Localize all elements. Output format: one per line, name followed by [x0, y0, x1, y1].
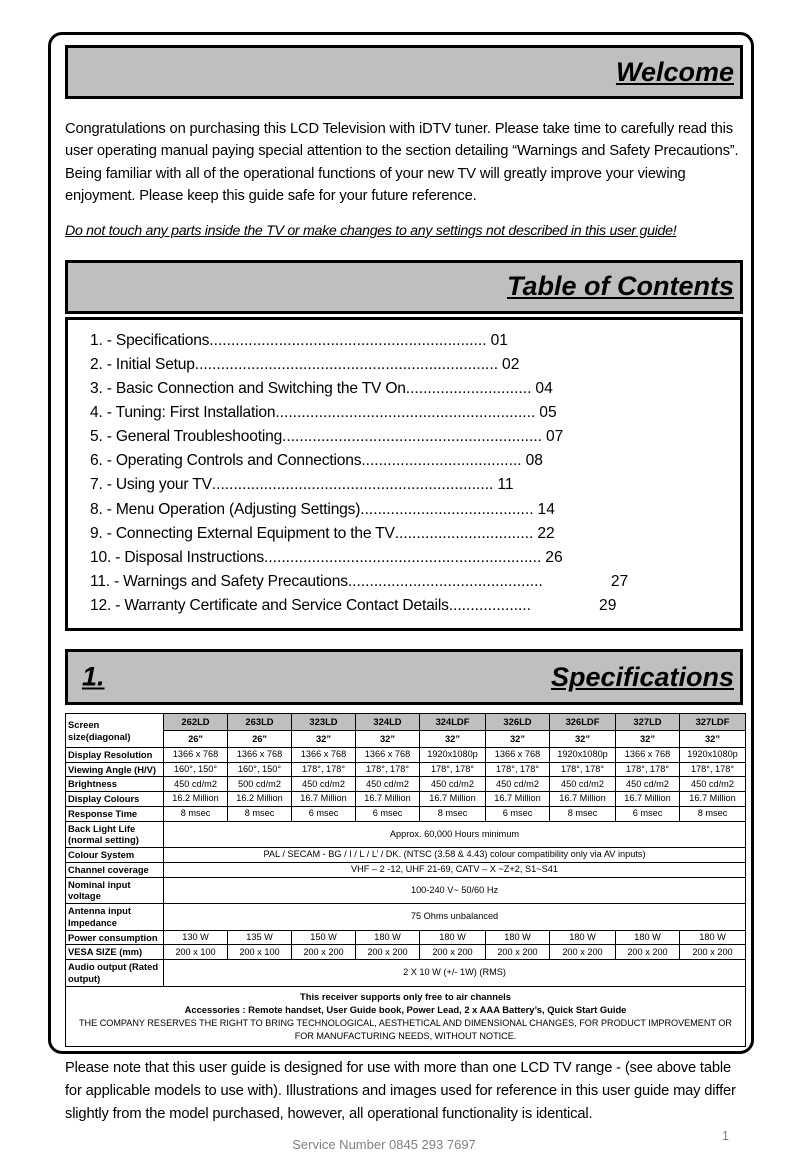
- spec-cell: 178°, 178°: [680, 762, 746, 777]
- model-header: 262LD: [164, 714, 228, 731]
- toc-item[interactable]: [90, 498, 730, 522]
- model-header: 326LDF: [550, 714, 616, 731]
- model-header: 324LDF: [420, 714, 486, 731]
- toc-item[interactable]: [90, 570, 730, 594]
- spec-cell: 16.7 Million: [356, 792, 420, 807]
- toc-item-label: 6. - Operating Controls and Connections: [90, 452, 362, 470]
- toc-heading: Table of Contents: [507, 271, 734, 302]
- spec-cell: 135 W: [228, 930, 292, 945]
- spec-row-label: Screen size(diagonal): [66, 714, 164, 748]
- spec-cell: 450 cd/m2: [550, 777, 616, 792]
- spec-cell: 6 msec: [292, 806, 356, 821]
- spec-cell: 1920x1080p: [680, 747, 746, 762]
- spec-cell: 200 x 200: [420, 945, 486, 960]
- toc-banner: [65, 260, 743, 314]
- toc-item-leader: ................................: [394, 524, 534, 542]
- spec-row-label: Nominal input voltage: [66, 877, 164, 904]
- toc-item-page: 29: [599, 597, 617, 615]
- spec-cell: 450 cd/m2: [486, 777, 550, 792]
- toc-item-leader: ................................................................: [264, 548, 542, 566]
- toc-item-label: 8. - Menu Operation (Adjusting Settings): [90, 500, 361, 518]
- toc-item-page: 14: [537, 500, 555, 518]
- welcome-banner: [65, 45, 743, 99]
- toc-item[interactable]: [90, 449, 730, 473]
- service-number: Service Number 0845 293 7697: [292, 1136, 476, 1152]
- screen-size-value: 32”: [616, 731, 680, 748]
- toc-item[interactable]: [90, 546, 730, 570]
- spec-cell: 8 msec: [164, 806, 228, 821]
- table-row: [66, 945, 746, 960]
- spec-row-label: VESA SIZE (mm): [66, 945, 164, 960]
- spec-row-label: Viewing Angle (H/V): [66, 762, 164, 777]
- spec-row-label: Colour System: [66, 848, 164, 863]
- toc-item-leader: ................................................................: [209, 331, 487, 349]
- spec-cell: 1920x1080p: [420, 747, 486, 762]
- spec-row-label: Display Resolution: [66, 747, 164, 762]
- toc-item-label: 2. - Initial Setup: [90, 355, 195, 373]
- toc-item-page: 07: [546, 428, 564, 446]
- spec-cell-merged: 100-240 V~ 50/60 Hz: [164, 877, 746, 904]
- spec-cell-merged: VHF – 2 -12, UHF 21-69, CATV – X ~Z+2, S1~S41: [164, 862, 746, 877]
- screen-size-value: 32”: [486, 731, 550, 748]
- intro-warning-note: Do not touch any parts inside the TV or make changes to any settings not described in this user guide!: [65, 222, 677, 239]
- spec-cell: 450 cd/m2: [420, 777, 486, 792]
- screen-size-value: 32”: [292, 731, 356, 748]
- spec-cell: 16.7 Million: [616, 792, 680, 807]
- spec-cell: 500 cd/m2: [228, 777, 292, 792]
- spec-cell: 180 W: [550, 930, 616, 945]
- spec-cell: 180 W: [356, 930, 420, 945]
- toc-item-label: 12. - Warranty Certificate and Service Contact Details: [90, 597, 449, 615]
- spec-cell: 450 cd/m2: [292, 777, 356, 792]
- toc-item-leader: .............................: [405, 379, 532, 397]
- spec-cell: 200 x 100: [228, 945, 292, 960]
- spec-cell: 16.7 Million: [550, 792, 616, 807]
- table-row: [66, 792, 746, 807]
- toc-item-leader: ............................................................: [282, 428, 542, 446]
- toc-item[interactable]: [90, 425, 730, 449]
- spec-row-label: Brightness: [66, 777, 164, 792]
- spec-cell: 8 msec: [550, 806, 616, 821]
- model-header: 326LD: [486, 714, 550, 731]
- toc-item[interactable]: [90, 329, 730, 353]
- spec-note-line: This receiver supports only free to air channels: [299, 990, 511, 1002]
- screen-size-value: 32”: [356, 731, 420, 748]
- spec-cell: 16.7 Million: [486, 792, 550, 807]
- spec-cell: 1366 x 768: [164, 747, 228, 762]
- spec-row-label: Channel coverage: [66, 862, 164, 877]
- spec-banner: [65, 649, 743, 705]
- toc-item-leader: ......................................................................: [194, 355, 499, 373]
- toc-item-label: 5. - General Troubleshooting: [90, 428, 283, 446]
- spec-cell: 6 msec: [356, 806, 420, 821]
- spec-cell: 178°, 178°: [356, 762, 420, 777]
- toc-item-page: 04: [535, 379, 553, 397]
- spec-cell: 178°, 178°: [292, 762, 356, 777]
- spec-cell: 200 x 200: [486, 945, 550, 960]
- table-row: [66, 762, 746, 777]
- spec-cell: 200 x 200: [550, 945, 616, 960]
- model-header: 323LD: [292, 714, 356, 731]
- spec-row-label: Power consumption: [66, 930, 164, 945]
- toc-item-label: 9. - Connecting External Equipment to the TV: [90, 524, 395, 542]
- spec-note-line: Accessories : Remote handset, User Guide book, Power Lead, 2 x AAA Battery’s, Quick Start Guide: [184, 1004, 627, 1016]
- table-row: [66, 930, 746, 945]
- table-row: [66, 904, 746, 931]
- spec-row-label: Display Colours: [66, 792, 164, 807]
- spec-cell: 200 x 100: [164, 945, 228, 960]
- model-header: 263LD: [228, 714, 292, 731]
- spec-cell: 8 msec: [420, 806, 486, 821]
- toc-item-page: 22: [537, 524, 555, 542]
- page-frame: [48, 32, 754, 1152]
- spec-cell: 450 cd/m2: [164, 777, 228, 792]
- spec-cell-merged: PAL / SECAM - BG / I / L / L’ / DK. (NTSC (3.58 & 4.43) colour compatibility only via AV inputs): [164, 848, 746, 863]
- spec-cell: 178°, 178°: [420, 762, 486, 777]
- spec-cell: 178°, 178°: [616, 762, 680, 777]
- toc-item-label: 3. - Basic Connection and Switching the TV On: [90, 379, 406, 397]
- spec-section-number: 1.: [82, 661, 105, 692]
- toc-item-label: 10. - Disposal Instructions: [90, 548, 265, 566]
- toc-item-page: 11: [497, 476, 514, 494]
- toc-item-leader: ...................: [448, 597, 532, 615]
- spec-cell: 16.2 Million: [228, 792, 292, 807]
- spec-cell: 16.7 Million: [420, 792, 486, 807]
- spec-row-label: Audio output (Rated output): [66, 960, 164, 987]
- table-row: [66, 714, 746, 731]
- spec-cell-merged: 75 Ohms unbalanced: [164, 904, 746, 931]
- spec-cell: 1920x1080p: [550, 747, 616, 762]
- toc-item[interactable]: [90, 401, 730, 425]
- toc-item-leader: ........................................: [360, 500, 534, 518]
- spec-cell: 180 W: [420, 930, 486, 945]
- table-row: [66, 747, 746, 762]
- spec-cell: 1366 x 768: [228, 747, 292, 762]
- toc-item-page: 01: [490, 331, 508, 349]
- spec-row-label: Antenna input Impedance: [66, 904, 164, 931]
- toc-item[interactable]: [90, 353, 730, 377]
- spec-cell: 1366 x 768: [356, 747, 420, 762]
- toc-item-page: 05: [539, 404, 557, 421]
- spec-cell: 200 x 200: [292, 945, 356, 960]
- spec-cell: 16.7 Million: [292, 792, 356, 807]
- table-row: [66, 777, 746, 792]
- toc-item-page: 27: [610, 573, 629, 591]
- spec-note-line: THE COMPANY RESERVES THE RIGHT TO BRING TECHNOLOGICAL, AESTHETICAL AND DIMENSIONAL CHANGES, FOR PRODUCT IMPROVEMENT OR FOR MANUFACTURING NEEDS, WITHOUT NOTICE.: [78, 1017, 733, 1042]
- spec-cell: 200 x 200: [680, 945, 746, 960]
- toc-item[interactable]: [90, 473, 730, 497]
- table-row: [66, 877, 746, 904]
- table-row: [66, 806, 746, 821]
- spec-cell: 6 msec: [616, 806, 680, 821]
- screen-size-value: 32”: [550, 731, 616, 748]
- screen-size-value: 26": [164, 731, 228, 748]
- spec-cell: 200 x 200: [616, 945, 680, 960]
- page-content: [65, 45, 743, 1152]
- screen-size-value: 32”: [420, 731, 486, 748]
- spec-cell: 160°, 150°: [228, 762, 292, 777]
- toc-box: [65, 317, 743, 632]
- spec-cell: 8 msec: [680, 806, 746, 821]
- spec-cell: 178°, 178°: [550, 762, 616, 777]
- intro-paragraph: Congratulations on purchasing this LCD Television with iDTV tuner. Please take time to carefully read this user operating manual paying special attention to the section detailing “Warnings and Safety Precautions”. Being familiar with all of the operational functions of your new TV will greatly improve your viewing enjoyment. Please keep this guide safe for your future reference.: [65, 121, 739, 205]
- table-row: [66, 731, 746, 748]
- spec-cell: 1366 x 768: [292, 747, 356, 762]
- spec-cell: 450 cd/m2: [616, 777, 680, 792]
- spec-cell: 200 x 200: [356, 945, 420, 960]
- toc-item-page: 08: [525, 452, 543, 470]
- toc-item-page: 02: [502, 355, 520, 373]
- spec-cell: 8 msec: [228, 806, 292, 821]
- spec-cell: 178°, 178°: [486, 762, 550, 777]
- toc-item-leader: .................................................................: [211, 476, 494, 494]
- spec-cell: 450 cd/m2: [356, 777, 420, 792]
- table-row: [66, 862, 746, 877]
- table-row: [66, 986, 746, 1047]
- toc-item[interactable]: [90, 594, 730, 618]
- toc-item[interactable]: [90, 522, 730, 546]
- model-header: 327LDF: [680, 714, 746, 731]
- table-row: [66, 848, 746, 863]
- toc-item-label: 4. - Tuning: First Installation: [90, 404, 276, 421]
- toc-item-leader: ............................................................: [275, 404, 536, 421]
- spec-cell: 160°, 150°: [164, 762, 228, 777]
- spec-cell: 6 msec: [486, 806, 550, 821]
- closing-paragraph: Please note that this user guide is designed for use with more than one LCD TV range - (see above table for applicable models to use with). Illustrations and images used for reference in this user guide may differ slightly from the model purchased, however, all operational functionality is identical.: [65, 1060, 736, 1122]
- toc-item-label: 7. - Using your TV: [90, 476, 212, 494]
- spec-row-label: Response Time: [66, 806, 164, 821]
- spec-heading: Specifications: [550, 661, 734, 692]
- spec-cell: 150 W: [292, 930, 356, 945]
- spec-cell-merged: 2 X 10 W (+/- 1W) (RMS): [164, 960, 746, 987]
- table-row: [66, 821, 746, 848]
- spec-row-label: Back Light Life (normal setting): [66, 821, 164, 848]
- model-header: 327LD: [616, 714, 680, 731]
- spec-cell: 130 W: [164, 930, 228, 945]
- spec-cell: 1366 x 768: [486, 747, 550, 762]
- spec-cell: 16.2 Million: [164, 792, 228, 807]
- screen-size-value: 26": [228, 731, 292, 748]
- spec-notes: [66, 986, 746, 1047]
- specifications-table: [65, 713, 746, 1047]
- spec-cell: 180 W: [486, 930, 550, 945]
- toc-item-label: 1. - Specifications: [90, 331, 210, 349]
- page-number: 1: [722, 1128, 729, 1143]
- spec-cell: 16.7 Million: [680, 792, 746, 807]
- toc-item[interactable]: [90, 377, 730, 401]
- screen-size-value: 32”: [680, 731, 746, 748]
- spec-cell: 180 W: [616, 930, 680, 945]
- spec-cell-merged: Approx. 60,000 Hours minimum: [164, 821, 746, 848]
- model-header: 324LD: [356, 714, 420, 731]
- spec-cell: 450 cd/m2: [680, 777, 746, 792]
- spec-cell: 180 W: [680, 930, 746, 945]
- toc-item-label: 11. - Warnings and Safety Precautions: [90, 573, 348, 591]
- table-row: [66, 960, 746, 987]
- toc-item-leader: .....................................: [361, 452, 522, 470]
- spec-cell: 1366 x 768: [616, 747, 680, 762]
- toc-item-leader: .............................................: [347, 573, 543, 591]
- welcome-heading: Welcome: [615, 56, 734, 87]
- toc-item-page: 26: [545, 548, 563, 566]
